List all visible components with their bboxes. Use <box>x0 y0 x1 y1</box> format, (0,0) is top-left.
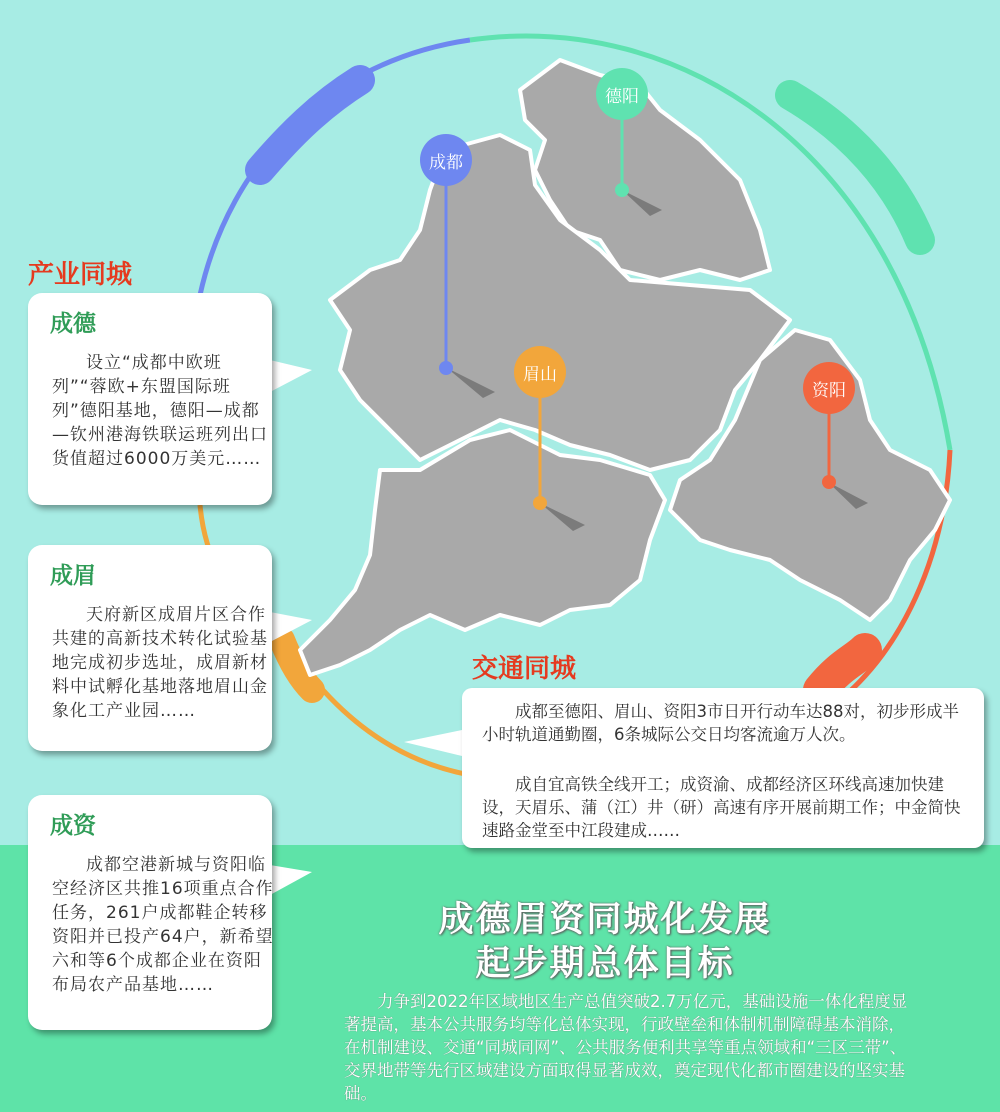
card-title: 成德 <box>50 311 96 337</box>
card-tail-1 <box>270 360 312 392</box>
card-tail-3 <box>270 865 312 895</box>
ziyang-pin <box>822 475 836 489</box>
meishan-pin <box>533 496 547 510</box>
map-region-meishan <box>300 430 665 675</box>
card-title: 成眉 <box>50 563 96 589</box>
card-chengde <box>28 293 272 505</box>
deyang-pin <box>615 183 629 197</box>
card-text: 天府新区成眉片区合作共建的高新技术转化试验基地完成初步选址，成眉新材料中试孵化基地落地眉山金象化工产业园…… <box>52 605 268 721</box>
goal-title-line1: 成德眉资同城化发展 <box>438 900 772 940</box>
card-title: 成资 <box>50 813 96 839</box>
bubble-tail <box>404 730 462 756</box>
section-transport-title: 交通同城 <box>472 654 577 684</box>
transport-bubble <box>462 688 984 848</box>
section-industry-title: 产业同城 <box>28 260 133 290</box>
card-chengzi <box>28 795 272 1030</box>
goal-title-line2: 起步期总体目标 <box>475 944 735 984</box>
goal-text: 力争到2022年区域地区生产总值突破2.7万亿元，基础设施一体化程度显著提高，基本公共服务均等化总体实现，行政壁垒和体制机制障碍基本消除，在机制建设、交通“同城同网”、公共服务便利共享等重点领域和“三区三带”、交界地带等先行区域建设方面取得显著成效，奠定现代化都市圈建设的坚实基础。 <box>344 992 908 1103</box>
transport-paragraph-2: 成自宜高铁全线开工；成资渝、成都经济区环线高速加快建设，天眉乐、蒲（江）井（研）高速有序开展前期工作；中金简快速路金堂至中江段建成…… <box>482 775 961 840</box>
card-text: 成都空港新城与资阳临空经济区共推16项重点合作任务，261户成都鞋企转移资阳并已投产64户，新希望六和等6个成都企业在资阳布局农产品基地…… <box>52 855 274 995</box>
city-label-chengdu: 成都 <box>420 134 472 186</box>
city-label-deyang: 德阳 <box>596 68 648 120</box>
city-label-ziyang: 资阳 <box>803 362 855 414</box>
card-chengmei <box>28 545 272 751</box>
ring-thick-blue <box>260 80 360 170</box>
chengdu-pin <box>439 361 453 375</box>
ring-thick-green <box>790 95 920 240</box>
city-label-meishan: 眉山 <box>514 346 566 398</box>
transport-paragraph-1: 成都至德阳、眉山、资阳3市日开行动车达88对，初步形成半小时轨道通勤圈，6条城际公交日均客流逾万人次。 <box>482 702 959 744</box>
card-text: 设立“成都中欧班列”“蓉欧+东盟国际班列”德阳基地，德阳—成都—钦州港海铁联运班列出口货值超过6000万美元…… <box>52 353 268 469</box>
